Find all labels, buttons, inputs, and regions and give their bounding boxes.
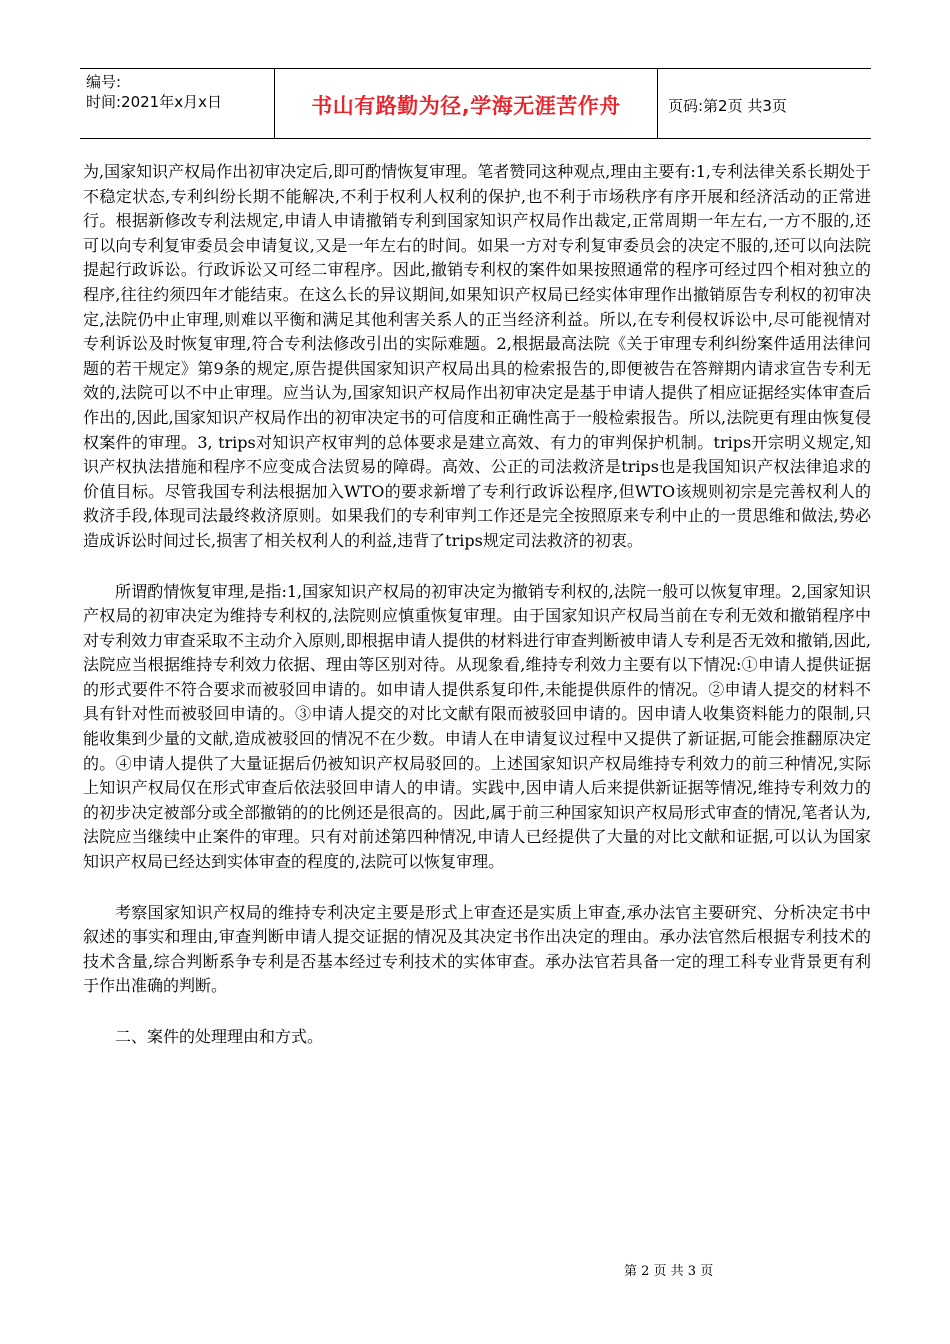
header-page-info: 页码:第2页 共3页 xyxy=(668,97,787,115)
document-body xyxy=(83,160,871,1050)
paragraph-2: 所谓酌情恢复审理,是指:1,国家知识产权局的初审决定为撤销专利权的,法院一般可以恢复审理。2,国家知识产权局的初审决定为维持专利权的,法院则应慎重恢复审理。由于国家知识产权局当前在专利无效和撤销程序中对专利效力审查采取不主动介入原则,即根据申请人提供的材料进行审查判断被申请人专利是否无效和撤销,因此,法院应当根据维持专利效力依据、理由等区别对待。从现象看,维持专利效力主要有以下情况:①申请人提供证据的形式要件不符合要求而被驳回申请的。如申请人提供系复印件,未能提供原件的情况。②申请人提交的材料不具有针对性而被驳回申请的。③申请人提交的对比文献有限而被驳回申请的。因申请人收集资料能力的限制,只能收集到少量的文献,造成被驳回的情况不在少数。申请人在申请复议过程中又提供了新证据,可能会推翻原决定的。④申请人提供了大量证据后仍被知识产权局驳回的。上述国家知识产权局维持专利效力的前三种情况,实际上知识产权局仅在形式审查后依法驳回申请人的申请。实践中,因申请人后来提供新证据等情况,维持专利效力的的初步决定被部分或全部撤销的的比例还是很高的。因此,属于前三种国家知识产权局形式审查的情况,笔者认为,法院应当继续中止案件的审理。只有对前述第四种情况,申请人已经提供了大量的对比文献和证据,可以认为国家知识产权局已经达到实体审查的程度的,法院可以恢复审理。 xyxy=(83,581,871,872)
section-heading: 二、案件的处理理由和方式。 xyxy=(115,1027,324,1046)
page-header xyxy=(80,68,871,139)
paragraph-spacer xyxy=(83,999,871,1025)
header-motto-cell xyxy=(275,69,658,138)
document-time-label: 时间:2021年x月x日 xyxy=(86,93,222,111)
paragraph-spacer xyxy=(83,554,871,580)
header-motto: 书山有路勤为径,学海无涯苦作舟 xyxy=(311,93,621,118)
page-footer: 第 2 页 共 3 页 xyxy=(624,1264,714,1279)
paragraph-spacer xyxy=(83,875,871,901)
paragraph-1: 为,国家知识产权局作出初审决定后,即可酌情恢复审理。笔者赞同这种观点,理由主要有:1,专利法律关系长期处于不稳定状态,专利纠纷长期不能解决,不利于权利人权利的保护,也不利于市场秩序有序开展和经济活动的正常进行。根据新修改专利法规定,申请人申请撤销专利到国家知识产权局作出裁定,正常周期一年左右,一方不服的,还可以向专利复审委员会申请复议,又是一年左右的时间。如果一方对专利复审委员会的决定不服的,还可以向法院提起行政诉讼。行政诉讼又可经二审程序。因此,撤销专利权的案件如果按照通常的程序可经过四个相对独立的程序,往往约须四年才能结束。在这么长的异议期间,如果知识产权局已经实体审理作出撤销原告专利权的初审决定,法院仍中止审理,则难以平衡和满足其他利害关系人的正当经济利益。所以,在专利侵权诉讼中,尽可能视情对专利诉讼及时恢复审理,符合专利法修改引出的实际难题。2,根据最高法院《关于审理专利纠纷案件适用法律问题的若干规定》第9条的规定,原告提供国家知识产权局出具的检索报告的,即便被告在答辩期内请求宣告专利无效的,法院可以不中止审理。应当认为,国家知识产权局作出初审决定是基于申请人提供了相应证据经实体审查后作出的,因此,国家知识产权局作出的初审决定书的可信度和正确性高于一般检索报告。所以,法院更有理由恢复侵权案件的审理。3, trips对知识产权审判的总体要求是建立高效、有力的审判保护机制。trips开宗明义规定,知识产权执法措施和程序不应变成合法贸易的障碍。高效、公正的司法救济是trips也是我国知识产权法律追求的价值目标。尽管我国专利法根据加入WTO的要求新增了专利行政诉讼程序,但WTO该规则初宗是完善权利人的救济手段,体现司法最终救济原则。如果我们的专利审判工作还是完全按照原来专利中止的一贯思维和做法,势必造成诉讼时间过长,损害了相关权利人的利益,违背了trips规定司法救济的初衷。 xyxy=(83,162,871,550)
header-meta xyxy=(80,69,275,138)
paragraph-3: 考察国家知识产权局的维持专利决定主要是形式上审查还是实质上审查,承办法官主要研究、分析决定书中叙述的事实和理由,审查判断申请人提交证据的情况及其决定书作出决定的理由。承办法官然后根据专利技术的技术含量,综合判断系争专利是否基本经过专利技术的实体审查。承办法官若具备一定的理工科专业背景更有利于作出准确的判断。 xyxy=(83,902,871,996)
document-number-label: 编号: xyxy=(86,73,122,91)
